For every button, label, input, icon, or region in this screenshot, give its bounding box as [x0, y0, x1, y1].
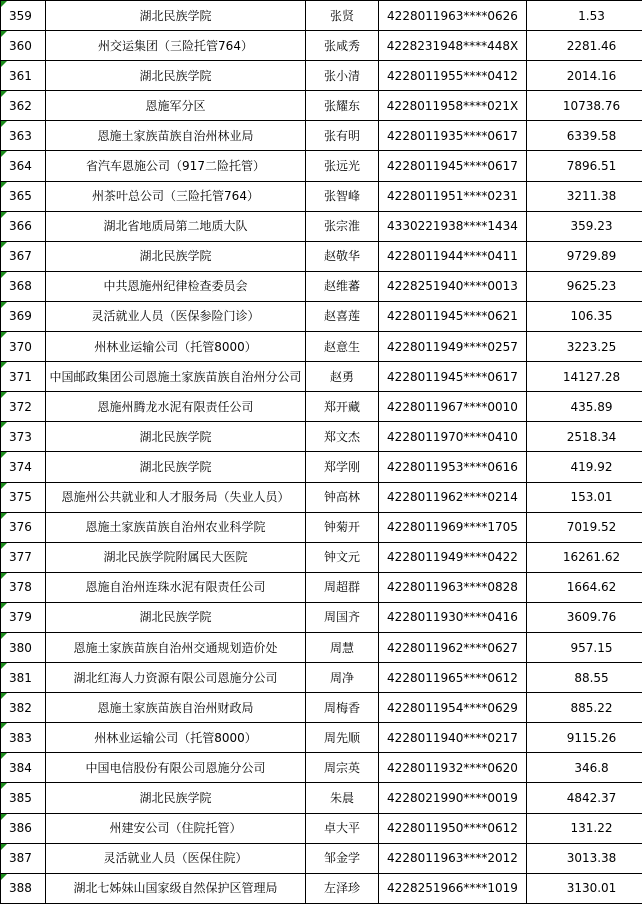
organization-cell	[46, 121, 306, 151]
table-row	[1, 151, 642, 181]
organization-cell	[46, 271, 306, 301]
person-name-cell: 张有明	[306, 121, 379, 151]
id-number-cell: 4228011945****0617	[379, 362, 527, 392]
organization-text: 省汽车恩施公司（917二险托管）	[86, 159, 265, 173]
amount-cell: 346.8	[527, 753, 642, 783]
person-name-cell: 周超群	[306, 572, 379, 602]
person-name-cell: 张智峰	[306, 181, 379, 211]
id-number-cell: 4228011945****0617	[379, 151, 527, 181]
row-number: 372	[1, 392, 46, 422]
organization-cell	[46, 362, 306, 392]
table-row	[1, 452, 642, 482]
row-number: 365	[1, 181, 46, 211]
row-number: 387	[1, 843, 46, 873]
person-name-cell: 张咸秀	[306, 31, 379, 61]
person-name-cell: 郑开藏	[306, 392, 379, 422]
organization-cell	[46, 542, 306, 572]
organization-text: 灵活就业人员（医保住院）	[103, 851, 247, 865]
row-number: 378	[1, 572, 46, 602]
organization-text: 州林业运输公司（托管8000）	[94, 731, 257, 745]
table-row	[1, 632, 642, 662]
table-row	[1, 241, 642, 271]
organization-cell	[46, 512, 306, 542]
table-row	[1, 482, 642, 512]
id-number-cell: 4228011962****0627	[379, 632, 527, 662]
organization-text: 湖北民族学院	[139, 9, 211, 23]
organization-text: 湖北七姊妹山国家级自然保护区管理局	[73, 881, 277, 895]
organization-cell	[46, 632, 306, 662]
organization-text: 州茶叶总公司（三险托管764）	[92, 189, 259, 203]
person-name-cell: 张远光	[306, 151, 379, 181]
row-number: 369	[1, 301, 46, 331]
organization-cell	[46, 723, 306, 753]
amount-cell: 16261.62	[527, 542, 642, 572]
person-name-cell: 朱晨	[306, 783, 379, 813]
table-row	[1, 512, 642, 542]
organization-cell	[46, 783, 306, 813]
amount-cell: 4842.37	[527, 783, 642, 813]
id-number-cell: 4228011970****0410	[379, 422, 527, 452]
organization-text: 湖北民族学院	[139, 791, 211, 805]
table-row	[1, 271, 642, 301]
row-number: 380	[1, 632, 46, 662]
id-number-cell: 4330221938****1434	[379, 211, 527, 241]
table-row	[1, 422, 642, 452]
amount-cell: 885.22	[527, 693, 642, 723]
organization-text: 湖北民族学院附属民大医院	[103, 550, 247, 564]
amount-cell: 9625.23	[527, 271, 642, 301]
table-row	[1, 813, 642, 843]
id-number-cell: 4228011965****0612	[379, 663, 527, 693]
person-name-cell: 周宗英	[306, 753, 379, 783]
organization-text: 恩施州腾龙水泥有限责任公司	[97, 400, 253, 414]
amount-cell: 14127.28	[527, 362, 642, 392]
row-number: 379	[1, 602, 46, 632]
row-number: 388	[1, 873, 46, 903]
id-number-cell: 4228011950****0612	[379, 813, 527, 843]
organization-text: 湖北民族学院	[139, 460, 211, 474]
id-number-cell: 4228011963****0626	[379, 1, 527, 31]
amount-cell: 1.53	[527, 1, 642, 31]
amount-cell: 7019.52	[527, 512, 642, 542]
table-row	[1, 602, 642, 632]
row-number: 377	[1, 542, 46, 572]
organization-text: 恩施土家族苗族自治州交通规划造价处	[73, 641, 277, 655]
person-name-cell: 钟文元	[306, 542, 379, 572]
table-row	[1, 332, 642, 362]
person-name-cell: 赵敬华	[306, 241, 379, 271]
organization-text: 湖北民族学院	[139, 69, 211, 83]
person-name-cell: 邹金学	[306, 843, 379, 873]
amount-cell: 10738.76	[527, 91, 642, 121]
id-number-cell: 4228011969****1705	[379, 512, 527, 542]
row-number: 370	[1, 332, 46, 362]
id-number-cell: 4228011958****021X	[379, 91, 527, 121]
row-number: 376	[1, 512, 46, 542]
organization-cell	[46, 663, 306, 693]
row-number: 381	[1, 663, 46, 693]
amount-cell: 106.35	[527, 301, 642, 331]
organization-text: 恩施军分区	[145, 99, 205, 113]
person-name-cell: 左泽珍	[306, 873, 379, 903]
amount-cell: 957.15	[527, 632, 642, 662]
organization-cell	[46, 181, 306, 211]
amount-cell: 3130.01	[527, 873, 642, 903]
organization-text: 恩施土家族苗族自治州农业科学院	[85, 520, 265, 534]
row-number: 375	[1, 482, 46, 512]
table-row	[1, 783, 642, 813]
organization-text: 湖北红海人力资源有限公司恩施分公司	[73, 671, 277, 685]
amount-cell: 2518.34	[527, 422, 642, 452]
table-row	[1, 181, 642, 211]
person-name-cell: 郑文杰	[306, 422, 379, 452]
id-number-cell: 4228011967****0010	[379, 392, 527, 422]
amount-cell: 9729.89	[527, 241, 642, 271]
row-number: 374	[1, 452, 46, 482]
table-row	[1, 121, 642, 151]
table-row	[1, 873, 642, 903]
organization-cell	[46, 301, 306, 331]
amount-cell: 3223.25	[527, 332, 642, 362]
organization-cell	[46, 151, 306, 181]
organization-text: 州林业运输公司（托管8000）	[94, 340, 257, 354]
organization-text: 中共恩施州纪律检查委员会	[103, 279, 247, 293]
amount-cell: 3211.38	[527, 181, 642, 211]
amount-cell: 2281.46	[527, 31, 642, 61]
table-row	[1, 362, 642, 392]
row-number: 385	[1, 783, 46, 813]
organization-text: 恩施州公共就业和人才服务局（失业人员）	[61, 490, 289, 504]
row-number: 367	[1, 241, 46, 271]
row-number: 386	[1, 813, 46, 843]
person-name-cell: 赵勇	[306, 362, 379, 392]
amount-cell: 153.01	[527, 482, 642, 512]
amount-cell: 419.92	[527, 452, 642, 482]
organization-cell	[46, 843, 306, 873]
amount-cell: 359.23	[527, 211, 642, 241]
person-name-cell: 张贤	[306, 1, 379, 31]
person-name-cell: 张耀东	[306, 91, 379, 121]
id-number-cell: 4228011963****0828	[379, 572, 527, 602]
organization-text: 湖北民族学院	[139, 249, 211, 263]
id-number-cell: 4228251940****0013	[379, 271, 527, 301]
row-number: 364	[1, 151, 46, 181]
organization-cell	[46, 873, 306, 903]
id-number-cell: 4228011954****0629	[379, 693, 527, 723]
id-number-cell: 4228011945****0621	[379, 301, 527, 331]
table-row	[1, 301, 642, 331]
row-number: 382	[1, 693, 46, 723]
amount-cell: 7896.51	[527, 151, 642, 181]
organization-text: 恩施自治州连珠水泥有限责任公司	[85, 580, 265, 594]
person-name-cell: 周慧	[306, 632, 379, 662]
person-name-cell: 张小清	[306, 61, 379, 91]
person-name-cell: 郑学刚	[306, 452, 379, 482]
organization-cell	[46, 31, 306, 61]
amount-cell: 2014.16	[527, 61, 642, 91]
table-row	[1, 211, 642, 241]
id-number-cell: 4228011955****0412	[379, 61, 527, 91]
person-name-cell: 张宗淮	[306, 211, 379, 241]
table-row	[1, 843, 642, 873]
table-row	[1, 572, 642, 602]
id-number-cell: 4228011930****0416	[379, 602, 527, 632]
row-number: 360	[1, 31, 46, 61]
person-name-cell: 周净	[306, 663, 379, 693]
organization-cell	[46, 452, 306, 482]
id-number-cell: 4228231948****448X	[379, 31, 527, 61]
organization-cell	[46, 422, 306, 452]
person-name-cell: 钟菊开	[306, 512, 379, 542]
organization-text: 中国电信股份有限公司恩施分公司	[85, 761, 265, 775]
person-name-cell: 卓大平	[306, 813, 379, 843]
organization-text: 恩施土家族苗族自治州林业局	[97, 129, 253, 143]
organization-text: 州交运集团（三险托管764）	[98, 39, 253, 53]
table-row	[1, 1, 642, 31]
amount-cell: 435.89	[527, 392, 642, 422]
row-number: 383	[1, 723, 46, 753]
organization-text: 恩施土家族苗族自治州财政局	[97, 701, 253, 715]
id-number-cell: 4228011962****0214	[379, 482, 527, 512]
organization-cell	[46, 332, 306, 362]
amount-cell: 3013.38	[527, 843, 642, 873]
organization-text: 湖北民族学院	[139, 430, 211, 444]
table-row	[1, 91, 642, 121]
table-row	[1, 392, 642, 422]
row-number: 361	[1, 61, 46, 91]
organization-text: 湖北民族学院	[139, 610, 211, 624]
organization-cell	[46, 753, 306, 783]
amount-cell: 131.22	[527, 813, 642, 843]
person-name-cell: 赵喜莲	[306, 301, 379, 331]
row-number: 362	[1, 91, 46, 121]
amount-cell: 88.55	[527, 663, 642, 693]
amount-cell: 3609.76	[527, 602, 642, 632]
person-name-cell: 赵意生	[306, 332, 379, 362]
row-number: 384	[1, 753, 46, 783]
organization-text: 中国邮政集团公司恩施土家族苗族自治州分公司	[49, 370, 301, 384]
person-name-cell: 周先顺	[306, 723, 379, 753]
id-number-cell: 4228011951****0231	[379, 181, 527, 211]
organization-cell	[46, 211, 306, 241]
person-name-cell: 钟高林	[306, 482, 379, 512]
id-number-cell: 4228011953****0616	[379, 452, 527, 482]
organization-cell	[46, 61, 306, 91]
row-number: 359	[1, 1, 46, 31]
row-number: 363	[1, 121, 46, 151]
table-body	[1, 1, 642, 904]
person-name-cell: 赵维蕃	[306, 271, 379, 301]
organization-cell	[46, 602, 306, 632]
organization-cell	[46, 482, 306, 512]
id-number-cell: 4228011940****0217	[379, 723, 527, 753]
table-row	[1, 723, 642, 753]
table-row	[1, 61, 642, 91]
row-number: 371	[1, 362, 46, 392]
table-row	[1, 542, 642, 572]
id-number-cell: 4228011944****0411	[379, 241, 527, 271]
table-row	[1, 753, 642, 783]
id-number-cell: 4228011935****0617	[379, 121, 527, 151]
organization-cell	[46, 572, 306, 602]
id-number-cell: 4228011932****0620	[379, 753, 527, 783]
amount-cell: 1664.62	[527, 572, 642, 602]
table-row	[1, 663, 642, 693]
row-number: 368	[1, 271, 46, 301]
table-row	[1, 31, 642, 61]
id-number-cell: 4228011949****0257	[379, 332, 527, 362]
row-number: 366	[1, 211, 46, 241]
organization-cell	[46, 693, 306, 723]
organization-text: 州建安公司（住院托管）	[109, 821, 241, 835]
table-row	[1, 693, 642, 723]
organization-cell	[46, 91, 306, 121]
organization-cell	[46, 392, 306, 422]
id-number-cell: 4228011963****2012	[379, 843, 527, 873]
id-number-cell: 4228011949****0422	[379, 542, 527, 572]
id-number-cell: 4228251966****1019	[379, 873, 527, 903]
organization-cell	[46, 241, 306, 271]
organization-text: 灵活就业人员（医保参险门诊）	[91, 309, 259, 323]
person-name-cell: 周梅香	[306, 693, 379, 723]
person-name-cell: 周国齐	[306, 602, 379, 632]
organization-text: 湖北省地质局第二地质大队	[103, 219, 247, 233]
amount-cell: 6339.58	[527, 121, 642, 151]
id-number-cell: 4228021990****0019	[379, 783, 527, 813]
amount-cell: 9115.26	[527, 723, 642, 753]
organization-cell	[46, 1, 306, 31]
organization-cell	[46, 813, 306, 843]
row-number: 373	[1, 422, 46, 452]
